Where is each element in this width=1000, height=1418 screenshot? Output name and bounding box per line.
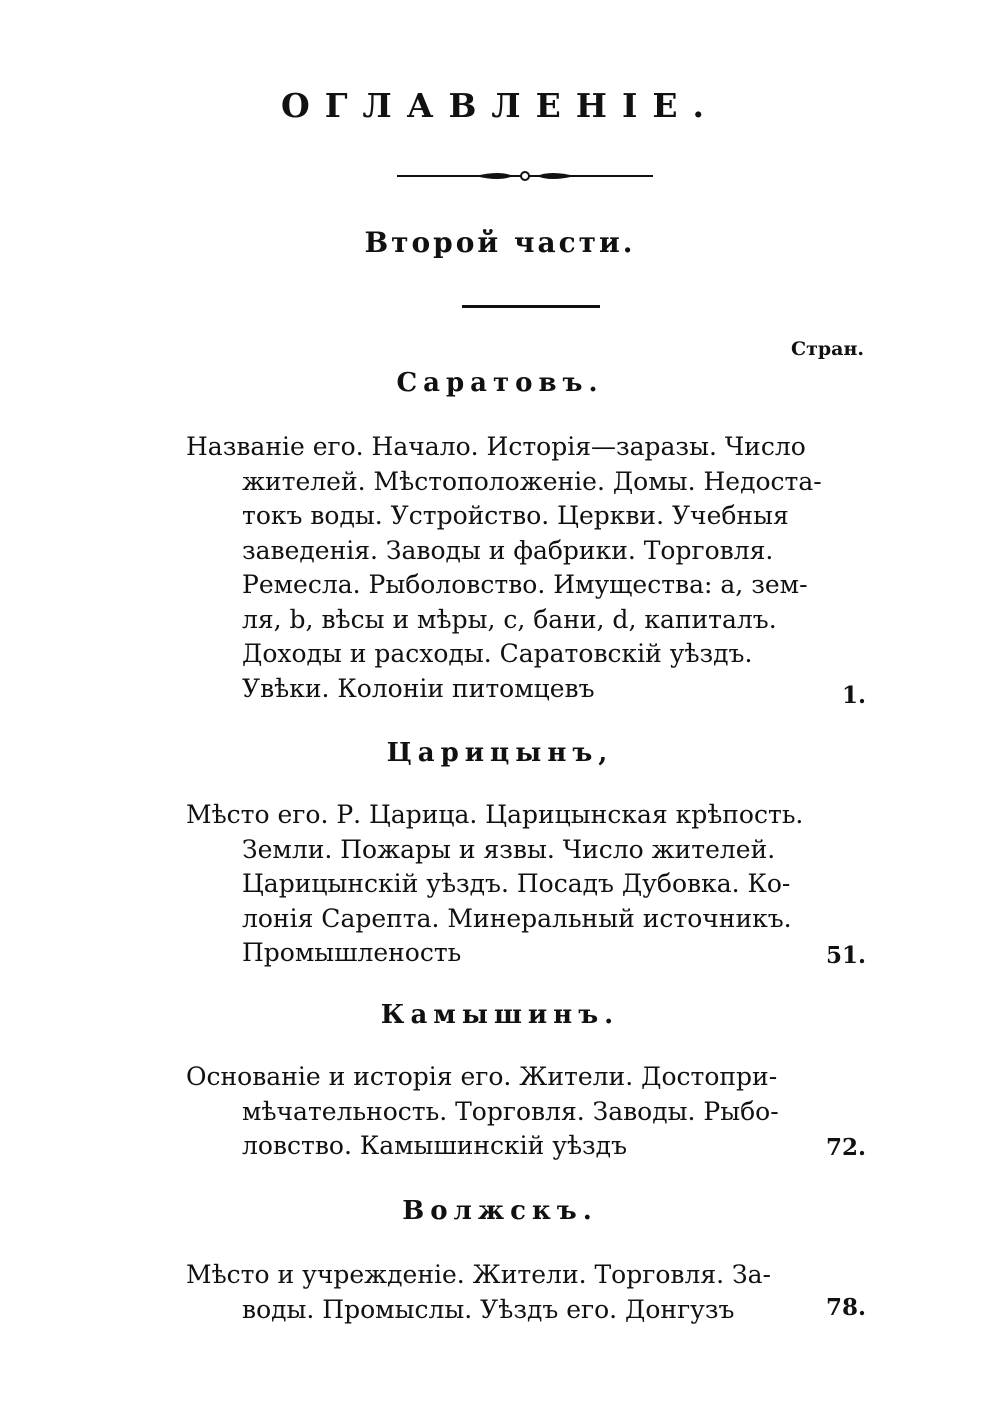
entry-line: Увѣки. Колоніи питомцевъ [242, 673, 595, 703]
entry-line: воды. Промыслы. Уѣздъ его. Донгузъ [242, 1294, 735, 1324]
entry-line: Ремесла. Рыболовство. Имущества: a, зем- [242, 570, 808, 599]
entry-line: Мѣсто его. Р. Царица. Царицынская крѣпость. [186, 800, 804, 829]
entry-line: Мѣсто и учрежденіе. Жители. Торговля. За- [186, 1260, 771, 1289]
entry-line: ля, b, вѣсы и мѣры, c, бани, d, капиталъ. [242, 604, 777, 634]
section-title-saratov: Саратовъ. [396, 368, 604, 398]
entry-line: Промышленость [242, 938, 462, 967]
section-entry-tsaritsyn [186, 798, 804, 971]
page-number-saratov: 1. [841, 682, 866, 709]
section-title-volzhsk: Волжскъ. [402, 1196, 598, 1226]
page-title: ОГЛАВЛЕНІЕ. [280, 86, 720, 125]
entry-line: Царицынскій уѣздъ. Посадъ Дубовка. Ко- [242, 869, 791, 898]
entry-line: токъ воды. Устройство. Церкви. Учебныя [242, 501, 789, 530]
section-entry-kamyshin [186, 1060, 800, 1164]
pages-column-header: Стран. [790, 338, 864, 360]
section-entry-volzhsk [186, 1258, 800, 1327]
entry-line: Доходы и расходы. Саратовскій уѣздъ. [242, 639, 753, 668]
page-number-volzhsk: 78. [825, 1294, 866, 1321]
entry-line: жителей. Мѣстоположеніе. Домы. Недоста- [242, 466, 822, 496]
page-number-tsaritsyn: 51. [825, 942, 866, 969]
section-entry-saratov [186, 430, 822, 706]
section-title-kamyshin: Камышинъ. [380, 1000, 620, 1030]
entry-line: Основаніе и исторія его. Жители. Достопри- [186, 1062, 778, 1091]
entry-line: заведенія. Заводы и фабрики. Торговля. [242, 535, 774, 565]
page-number-kamyshin: 72. [825, 1134, 866, 1161]
entry-line: Названіе его. Начало. Исторія—заразы. Число [186, 432, 806, 461]
entry-line: мѣчательность. Торговля. Заводы. Рыбо- [242, 1096, 779, 1126]
entry-line: лонія Сарепта. Минеральный источникъ. [242, 903, 792, 933]
entry-line: Земли. Пожары и язвы. Число жителей. [242, 834, 776, 864]
page-subtitle: Второй части. [364, 226, 636, 259]
section-title-tsaritsyn: Царицынъ, [386, 738, 614, 768]
ornament-divider-icon [395, 166, 655, 186]
divider-rule [462, 305, 600, 308]
entry-line: ловство. Камышинскій уѣздъ [242, 1131, 627, 1160]
